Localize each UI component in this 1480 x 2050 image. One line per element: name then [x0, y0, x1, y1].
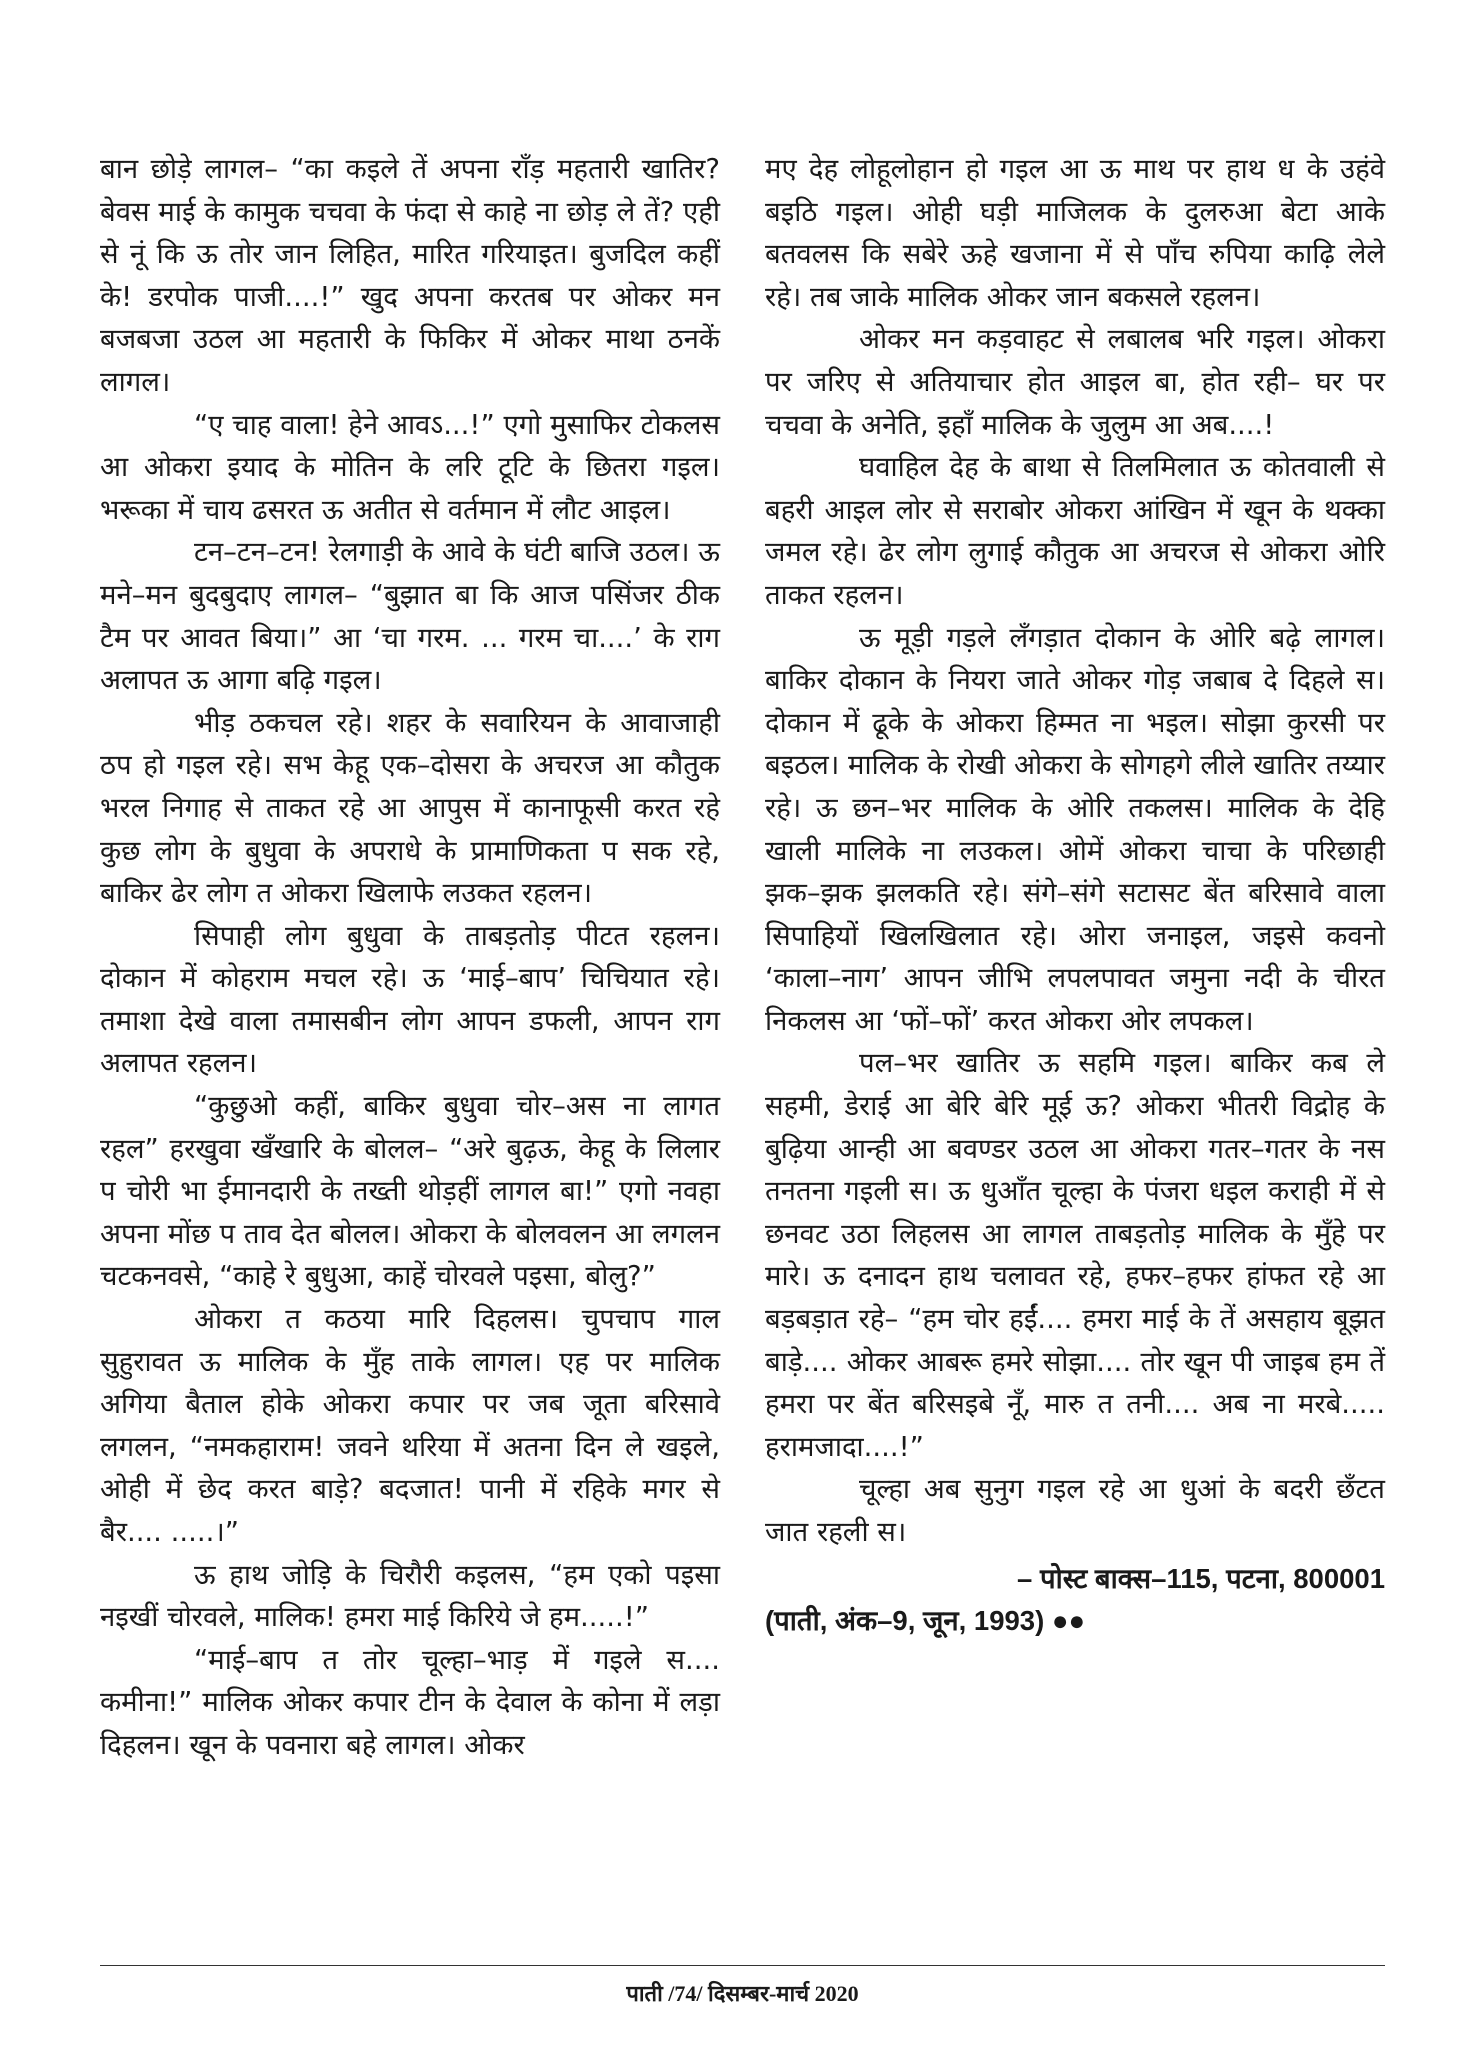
paragraph: मए देह लोहूलोहान हो गइल आ ऊ माथ पर हाथ ध के उहंवे बइठि गइल। ओही घड़ी माजिलक के दुलरुआ बेटा आके बतवलस कि सबेरे ऊहे खजाना में से पाँच रुपिया काढ़ि लेले रहे। तब जाके मालिक ओकर जान बकसले रहलन।	[765, 153, 1385, 313]
paragraph: ओकरा त कठया मारि दिहलस। चुपचाप गाल सुहुरावत ऊ मालिक के मुँह ताके लागल। एह पर मालिक अगिया बैताल होके ओकरा कपार पर जब जूता बरिसावे लगलन, “नमकहाराम! जवने थरिया में अतना दिन ले खइले, ओही में छेद करत बाड़े? बदजात! पानी में रहिके मगर से बैर.... .....।”	[100, 1303, 720, 1548]
paragraph: टन–टन–टन! रेलगाड़ी के आवे के घंटी बाजि उठल। ऊ मने–मन बुदबुदाए लागल– “बुझात बा कि आज पसिंजर ठीक टैम पर आवत बिया।” आ ‘चा गरम. ... गरम चा....’ के राग अलापत ऊ आगा बढ़ि गइल।	[100, 536, 720, 697]
paragraph: ओकर मन कड़वाहट से लबालब भरि गइल। ओकरा पर जरिए से अतियाचार होत आइल बा, होत रही– घर पर चचवा के अनेति, इहाँ मालिक के जुलुम आ अब....!	[765, 323, 1385, 441]
footer-divider	[100, 1965, 1385, 1966]
paragraph: “ए चाह वाला! हेने आवऽ...!” एगो मुसाफिर टोकलस आ ओकरा इयाद के मोतिन के लरि टूटि के छितरा गइल। भरूका में चाय ढसरत ऊ अतीत से वर्तमान में लौट आइल।	[100, 408, 720, 526]
paragraph: ऊ हाथ जोड़ि के चिरौरी कइलस, “हम एको पइसा नइखीं चोरवले, मालिक! हमरा माई किरिये जे हम.....!”	[100, 1558, 720, 1634]
author-address: – पोस्ट बाक्स–115, पटना, 800001	[1017, 1562, 1385, 1594]
paragraph: ऊ मूड़ी गड़ले लँगड़ात दोकान के ओरि बढ़े लागल। बाकिर दोकान के नियरा जाते ओकर गोड़ जबाब दे दिहले स। दोकान में ढूके के ओकरा हिम्मत ना भइल। सोझा कुरसी पर बइठल। मालिक के रोखी ओकरा के सोगहगे लीले खातिर तय्यार रहे। ऊ छन–भर मालिक के ओरि तकलस। मालिक के देहि खाली मालिके ना लउकल। ओमें ओकरा चाचा के परिछाही झक–झक झलकति रहे। संगे–संगे सटासट बेंत बरिसावे वाला सिपाहियों खिलखिलात रहे। ओरा जनाइल, जइसे कवनो ‘काला–नाग’ आपन जीभि लपलपावत जमुना नदी के चीरत निकलस आ ‘फों–फों’ करत ओकरा ओर लपकल।	[765, 621, 1385, 1037]
paragraph: पल–भर खातिर ऊ सहमि गइल। बाकिर कब ले सहमी, डेराई आ बेरि बेरि मूई ऊ? ओकरा भीतरी विद्रोह के बुढ़िया आन्ही आ बवण्डर उठल आ ओकरा गतर–गतर के नस तनतना गइली स। ऊ धुआँत चूल्हा के पंजरा धइल कराही में से छनवट उठा लिहलस आ लागल ताबड़तोड़ मालिक के मुँहे पर मारे। ऊ दनादन हाथ चलावत रहे, हफर–हफर हांफत रहे आ बड़बड़ात रहे– “हम चोर हईं.... हमरा माई के तें असहाय बूझत बाड़े.... ओकर आबरू हमरे सोझा.... तोर खून पी जाइब हम तें हमरा पर बेंत बरिसइबे नूँ, मारु त तनी.... अब ना मरबे..... हरामजादा....!”	[765, 1047, 1385, 1463]
paragraph: बान छोड़े लागल– “का कइले तें अपना राँड़ महतारी खातिर? बेवस माई के कामुक चचवा के फंदा से काहे ना छोड़ ले तें? एही से नूं कि ऊ तोर जान लिहित, मारित गरियाइत। बुजदिल कहीं के! डरपोक पाजी....!” खुद अपना करतब पर ओकर मन बजबजा उठल आ महतारी के फिकिर में ओकर माथा ठनकें लागल।	[100, 153, 720, 398]
right-column	[765, 148, 1385, 1643]
paragraph: सिपाही लोग बुधुवा के ताबड़तोड़ पीटत रहलन। दोकान में कोहराम मचल रहे। ऊ ‘माई–बाप’ चिचियात रहे। तमाशा देखे वाला तमासबीन लोग आपन डफली, आपन राग अलापत रहलन।	[100, 919, 720, 1080]
page-footer: पाती /74/ दिसम्बर-मार्च 2020	[626, 1981, 859, 2006]
paragraph: घवाहिल देह के बाथा से तिलमिलात ऊ कोतवाली से बहरी आइल लोर से सराबोर ओकरा आंखिन में खून के थक्का जमल रहे। ढेर लोग लुगाई कौतुक आ अचरज से ओकरा ओरि ताकत रहलन।	[765, 451, 1385, 611]
paragraph: भीड़ ठकचल रहे। शहर के सवारियन के आवाजाही ठप हो गइल रहे। सभ केहू एक–दोसरा के अचरज आ कौतुक भरल निगाह से ताकत रहे आ आपुस में कानाफूसी करत रहे कुछ लोग के बुधुवा के अपराधे के प्रामाणिकता प सक रहे, बाकिर ढेर लोग त ओकरा खिलाफे लउकत रहलन।	[100, 706, 720, 910]
paragraph: “कुछुओ कहीं, बाकिर बुधुवा चोर–अस ना लागत रहल” हरखुवा खँखारि के बोलल– “अरे बुढ़ऊ, केहू के लिलार प चोरी भा ईमानदारी के तख्ती थोड़हीं लागल बा!” एगो नवहा अपना मोंछ प ताव देत बोलल। ओकरा के बोलवलन आ लगलन चटकनवसे, “काहे रे बुधुआ, काहें चोरवले पइसा, बोलु?”	[100, 1090, 720, 1293]
left-column	[100, 148, 720, 1767]
source-citation: (पाती, अंक–9, जून, 1993) ●●	[765, 1605, 1086, 1637]
paragraph: चूल्हा अब सुनुग गइल रहे आ धुआं के बदरी छँटत जात रहली स।	[765, 1473, 1385, 1548]
paragraph: “माई–बाप त तोर चूल्हा–भाड़ में गइले स.... कमीना!” मालिक ओकर कपार टीन के देवाल के कोना में लड़ा दिहलन। खून के पवनारा बहे लागल। ओकर	[100, 1643, 720, 1761]
